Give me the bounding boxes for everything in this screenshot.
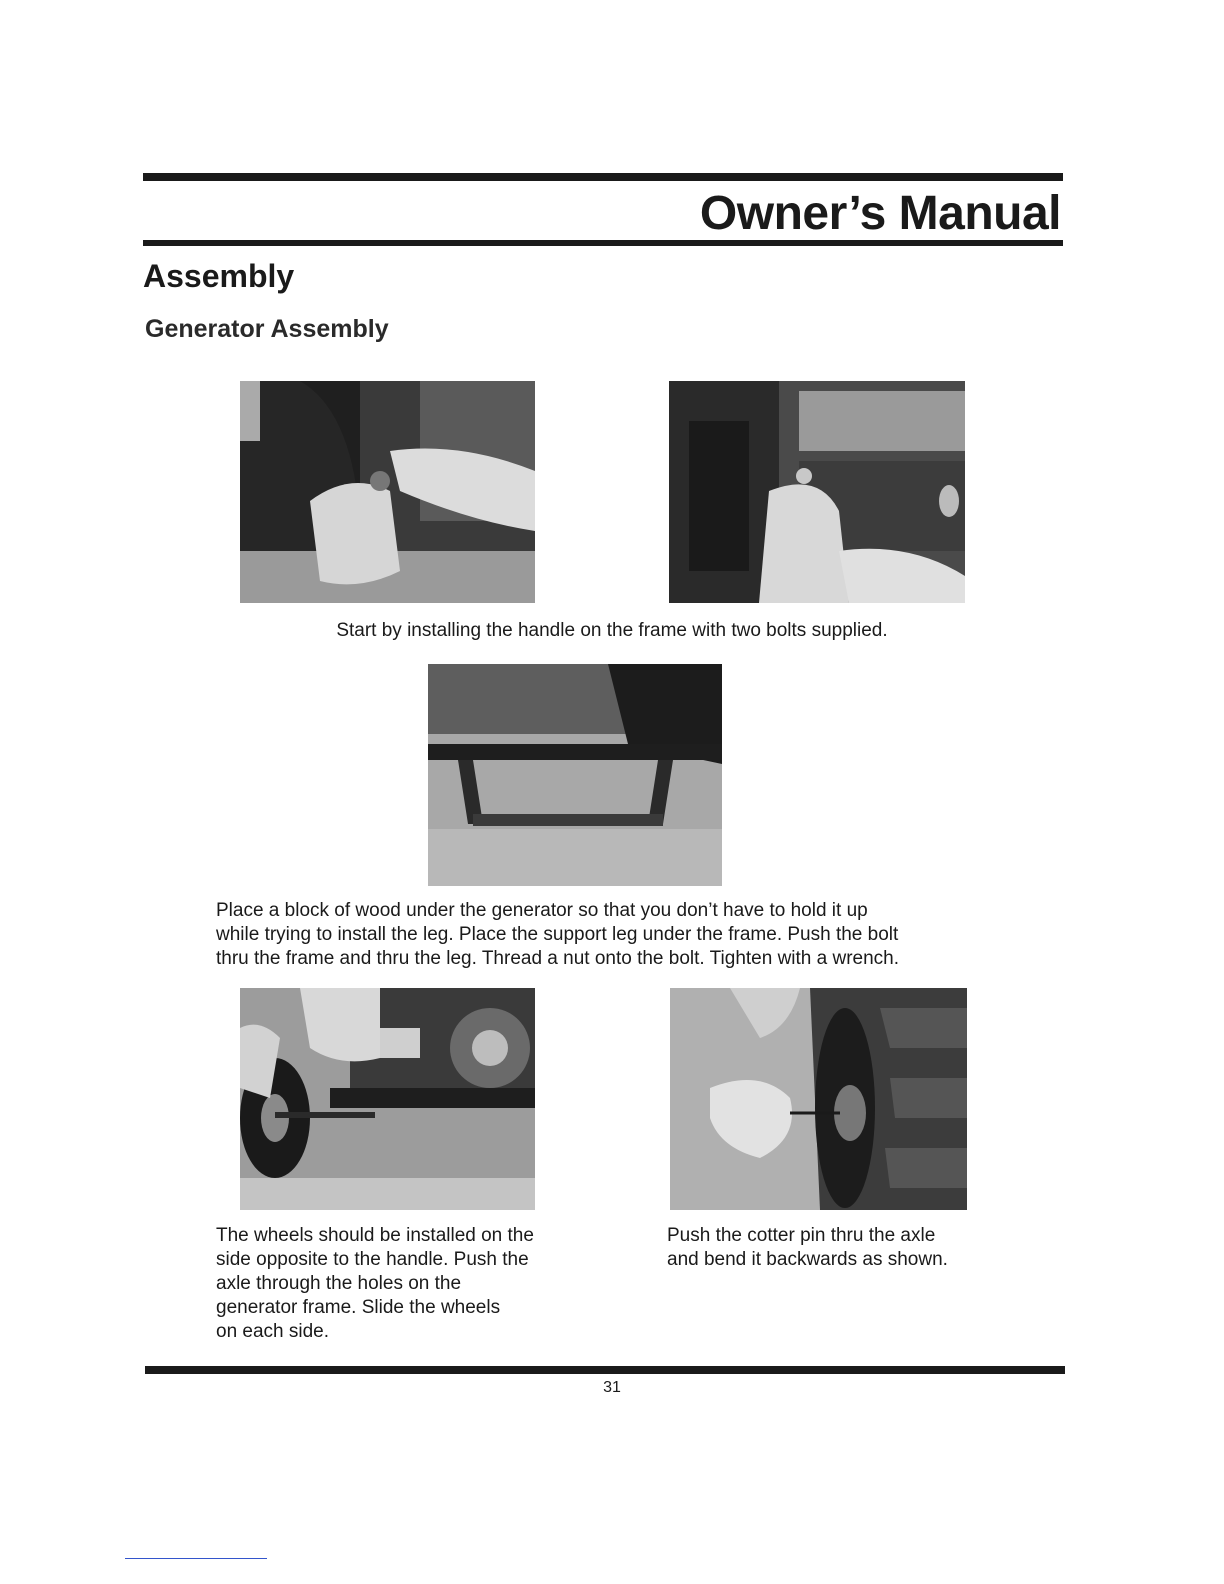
caption-line: side opposite to the handle. Push the	[216, 1249, 529, 1270]
caption-wheels	[216, 1224, 596, 1344]
support-leg-photo-icon	[428, 664, 722, 886]
wheel-axle-photo-icon	[240, 988, 535, 1210]
caption-line: thru the frame and thru the leg. Thread a nut onto the bolt. Tighten with a wrench.	[216, 948, 900, 969]
header-bottom-rule	[143, 240, 1063, 246]
section-heading: Assembly	[143, 258, 295, 294]
handle-bolt-photo-icon	[240, 381, 535, 603]
subsection-heading: Generator Assembly	[145, 315, 389, 343]
caption-line: and bend it backwards as shown.	[667, 1249, 948, 1270]
document-title: Owner’s Manual	[699, 187, 1061, 240]
caption-handle-installation: Start by installing the handle on the frame with two bolts supplied.	[336, 620, 888, 641]
caption-support-leg	[216, 899, 1016, 971]
caption-line: Place a block of wood under the generator so that you don’t have to hold it up	[216, 900, 868, 921]
caption-cotter-pin	[667, 1224, 1027, 1272]
caption-line: on each side.	[216, 1321, 330, 1342]
caption-line: Push the cotter pin thru the axle	[667, 1225, 936, 1246]
footnote-separator-line	[125, 1558, 267, 1559]
caption-line: while trying to install the leg. Place the support leg under the frame. Push the bolt	[216, 924, 899, 945]
handle-bolt-tighten-photo-icon	[669, 381, 965, 603]
page-number: 31	[603, 1379, 621, 1396]
caption-line: axle through the holes on the	[216, 1273, 462, 1294]
header-top-rule	[143, 173, 1063, 181]
caption-line: The wheels should be installed on the	[216, 1225, 534, 1246]
cotter-pin-photo-icon	[670, 988, 967, 1210]
caption-line: generator frame. Slide the wheels	[216, 1297, 501, 1318]
footer-rule	[145, 1366, 1065, 1374]
